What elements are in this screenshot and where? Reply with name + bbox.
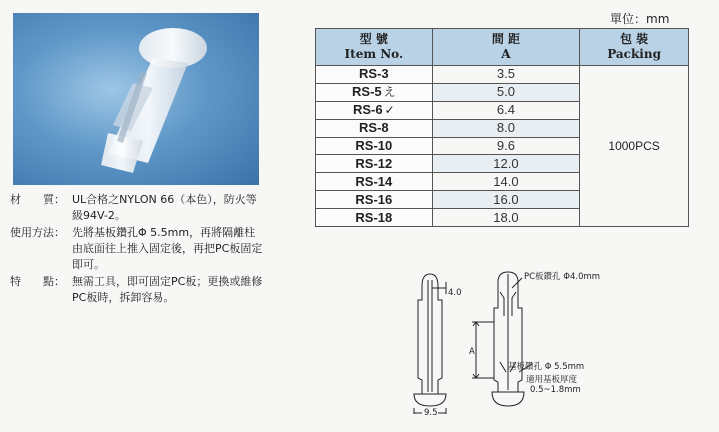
spacing-cell: 6.4 (432, 101, 580, 119)
product-photo (13, 13, 259, 185)
header-zh: 型 號 (359, 32, 388, 46)
header-zh: 間 距 (491, 32, 521, 46)
item-text: RS-5 (352, 84, 382, 100)
spec-label: 特 點： (10, 275, 65, 288)
thickness-title: 適用基板厚度 (526, 375, 578, 385)
spec-label: 材 質： (10, 193, 65, 206)
spec-label: 使用方法： (10, 226, 65, 239)
check-mark: ✓ (384, 103, 395, 118)
base-hole-label: 基板鑽孔 Φ 5.5mm (508, 362, 585, 372)
spec-material (10, 192, 265, 224)
spacing-cell: 3.5 (432, 66, 580, 84)
table-header-row (316, 29, 689, 66)
technical-drawing (400, 268, 719, 432)
table-row (316, 66, 689, 84)
header-en: A (501, 47, 511, 61)
unit-label: 單位：mm (610, 12, 670, 26)
pc-hole-label: PC板鑽孔 Φ4.0mm (524, 272, 601, 282)
dim-a: A (469, 347, 475, 357)
thickness-range: 0.5~1.8mm (530, 385, 581, 395)
item-cell (316, 191, 433, 209)
header-spacing (432, 29, 580, 66)
header-item-no (316, 29, 433, 66)
header-zh: 包 裝 (620, 32, 649, 46)
handwritten-mark: え (383, 85, 396, 100)
item-cell (316, 101, 433, 119)
spec-table (315, 28, 689, 227)
spacer-photo-illustration (13, 13, 259, 185)
item-text: RS-16 (355, 191, 393, 207)
item-text: RS-10 (355, 138, 393, 153)
spec-value: 無需工具，即可固定PC板；更換或維修PC板時，拆卸容易。 (72, 275, 263, 304)
packing-cell: 1000PCS (580, 66, 689, 227)
item-text: RS-18 (355, 209, 393, 225)
item-text: RS-6 (352, 102, 383, 118)
spacing-cell: 16.0 (432, 191, 580, 209)
item-text: RS-8 (359, 120, 389, 136)
dim-top: 4.0 (448, 288, 462, 298)
spec-usage (10, 225, 265, 273)
item-cell (316, 83, 433, 101)
spec-value: 先將基板鑽孔Φ 5.5mm，再將隔離柱由底面往上推入固定後，再把PC板固定即可。 (72, 226, 263, 271)
item-text: RS-12 (355, 155, 393, 171)
item-cell (316, 66, 433, 84)
spec-list (10, 192, 265, 307)
spacing-cell: 9.6 (432, 137, 580, 155)
spacing-cell: 12.0 (432, 155, 580, 173)
spec-value: UL合格之NYLON 66（本色），防火等級94V-2。 (72, 193, 257, 222)
spacing-cell: 8.0 (432, 119, 580, 137)
header-en: Packing (607, 47, 661, 61)
item-cell (316, 119, 433, 137)
item-text: RS-14 (355, 173, 393, 189)
item-text: RS-3 (359, 66, 389, 82)
item-cell (316, 155, 433, 173)
spec-features (10, 274, 265, 306)
spacing-cell: 18.0 (432, 209, 580, 227)
item-cell (316, 173, 433, 191)
spacing-cell: 5.0 (432, 83, 580, 101)
item-cell (316, 209, 433, 227)
header-packing (580, 29, 689, 66)
header-en: Item No. (344, 47, 404, 61)
dim-bottom: 9.5 (424, 408, 438, 418)
item-cell (316, 137, 433, 155)
spacing-cell: 14.0 (432, 173, 580, 191)
